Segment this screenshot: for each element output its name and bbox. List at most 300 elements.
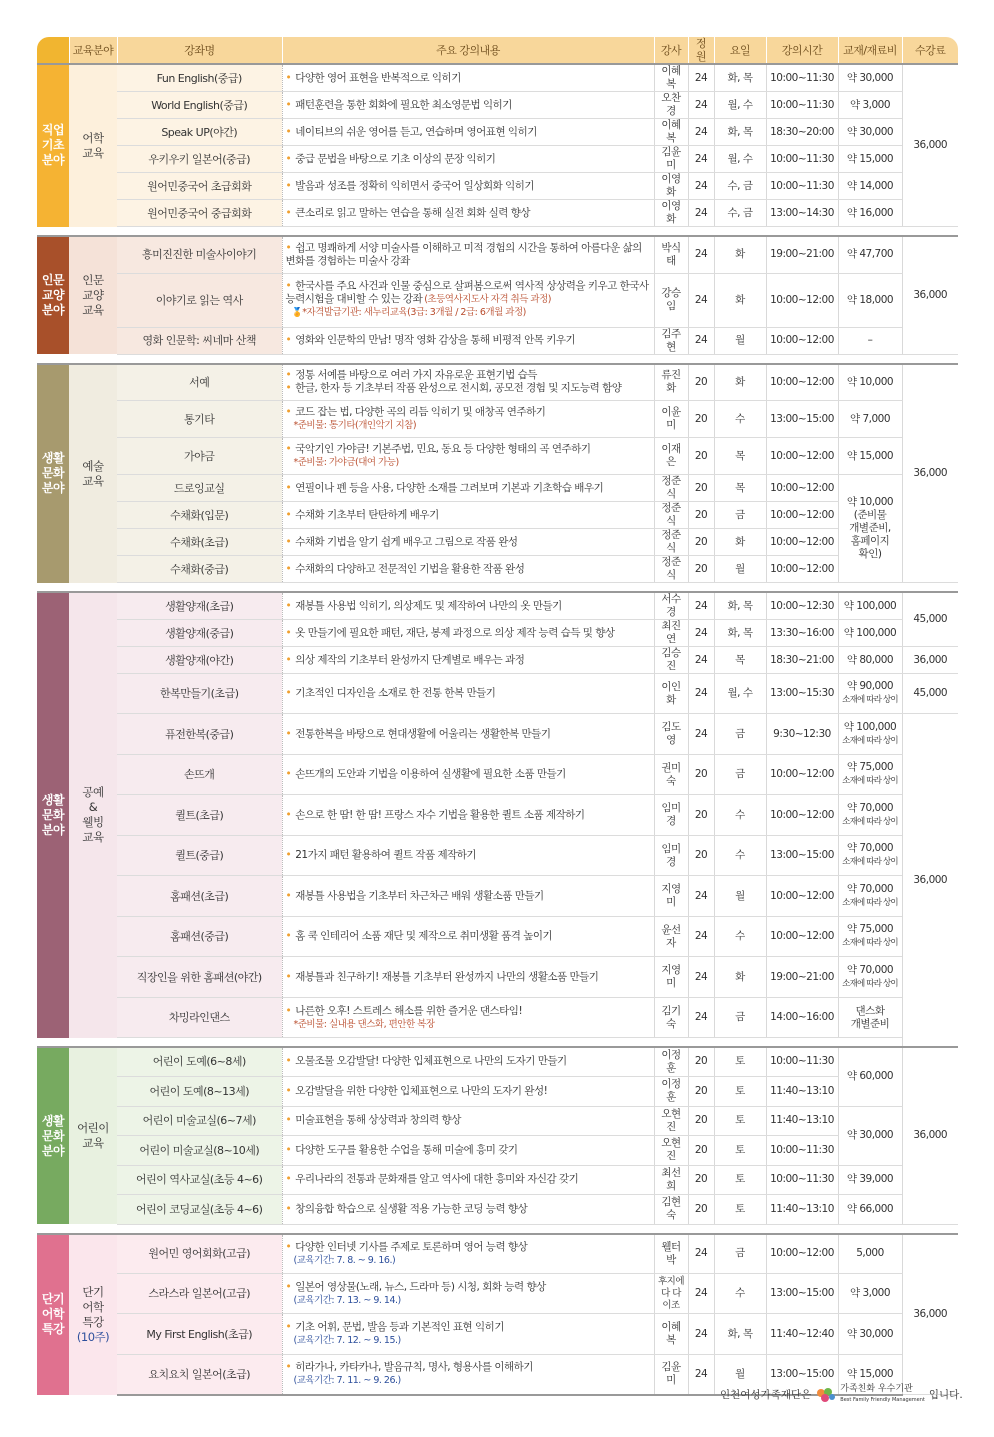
course-content (282, 1106, 654, 1135)
subcategory-label: 어학 교육 (82, 130, 104, 160)
bullet-icon: • (285, 369, 292, 382)
bullet-icon: • (285, 727, 292, 740)
logo-text: 가족친화 우수기관 (840, 1384, 913, 1394)
course-name: 어린이 코딩교실(초등 4~6) (117, 1194, 282, 1224)
day-cell: 화, 목 (714, 592, 766, 620)
family-friendly-logo (815, 1384, 925, 1405)
course-content (282, 1194, 654, 1224)
capacity-cell: 20 (688, 755, 714, 795)
footer (720, 1384, 963, 1405)
teacher-name: 김기숙 (661, 1004, 681, 1030)
fee-cell: 36,000 (902, 64, 958, 227)
table-row (37, 200, 958, 227)
header-time: 강의시간 (766, 37, 838, 64)
time-cell: 10:00~12:00 (766, 917, 838, 957)
time-cell: 13:00~15:00 (766, 1355, 838, 1395)
material-cell (838, 64, 902, 92)
table-row (37, 647, 958, 674)
course-content (282, 556, 654, 583)
bullet-icon: • (285, 98, 292, 111)
table-row (37, 438, 958, 475)
bullet-icon: • (285, 443, 292, 455)
content-text: 나른한 오후! 스트레스 해소를 위한 즐거운 댄스타임! (295, 1004, 523, 1017)
bullet-icon: • (285, 508, 292, 521)
bullet-icon: • (285, 1240, 292, 1253)
course-content (282, 755, 654, 795)
teacher-name: 이인화 (661, 680, 681, 706)
content-text: 패턴훈련을 통한 회화에 필요한 최소영문법 익히기 (295, 98, 512, 111)
course-name: 어린이 미술교실(6~7세) (117, 1106, 282, 1135)
teacher-cell (654, 1135, 688, 1165)
table-row (37, 795, 958, 836)
capacity-cell: 24 (688, 64, 714, 92)
course-name: 수채화(초급) (117, 529, 282, 556)
table-row (37, 529, 958, 556)
course-content (282, 1076, 654, 1106)
material-text: 약 14,000 (846, 179, 894, 192)
table-row (37, 998, 958, 1038)
bullet-icon: • (285, 768, 292, 780)
teacher-name: 윤선자 (661, 923, 681, 949)
capacity-cell: 24 (688, 92, 714, 119)
bullet-icon: • (285, 970, 292, 983)
content-text: 연필이나 펜 등을 사용, 다양한 소재를 그려보며 기본과 기초학습 배우기 (295, 481, 604, 494)
teacher-name: 이혜복 (661, 1321, 681, 1346)
content-text: 쉽고 명쾌하게 서양 미술사를 이해하고 미적 경험의 시간을 통하여 아름다운 삶의 변화를 경험하는 미술사 강좌 (285, 241, 642, 267)
course-content (282, 173, 654, 200)
content-text: 발음과 성조를 정확히 익히면서 중국어 일상회화 익히기 (295, 179, 535, 192)
subcategory-label: 단기 어학 특강 (82, 1284, 104, 1329)
teacher-cell (654, 438, 688, 475)
period-text: (교육기간: 7. 8. ~ 9. 16.) (293, 1254, 396, 1266)
header-day: 요일 (714, 37, 766, 64)
table-row (37, 273, 958, 327)
period-text: (교육기간: 7. 11. ~ 9. 26.) (293, 1375, 401, 1387)
course-content (282, 327, 654, 354)
day-cell: 수, 금 (714, 200, 766, 227)
content-text: 손으로 한 땀! 한 땀! 프랑스 자수 기법을 활용한 퀼트 소품 제작하기 (295, 808, 585, 821)
teacher-name: 김승진 (661, 647, 681, 672)
course-table (37, 37, 958, 1396)
course-name: 서예 (117, 364, 282, 401)
material-note: 소재에 따라 상이 (842, 816, 898, 827)
course-table-wrapper (37, 37, 958, 1396)
time-cell: 9:30~12:30 (766, 714, 838, 755)
capacity-cell: 24 (688, 1355, 714, 1395)
teacher-cell (654, 200, 688, 227)
content-text: 오감발달을 위한 다양한 입체표현으로 나만의 도자기 완성! (295, 1084, 548, 1097)
table-row (37, 502, 958, 529)
table-row (37, 173, 958, 200)
teacher-name: 오현진 (661, 1137, 681, 1162)
time-cell: 13:00~14:30 (766, 200, 838, 227)
material-text: 약 30,000 (846, 1327, 894, 1340)
material-cell (838, 475, 902, 583)
day-cell: 금 (714, 502, 766, 529)
course-content (282, 438, 654, 475)
subcategory-cell (69, 592, 117, 1038)
capacity-cell: 24 (688, 674, 714, 714)
material-text: 약 10,000 (846, 496, 894, 508)
course-content (282, 998, 654, 1038)
course-content (282, 592, 654, 620)
table-row (37, 674, 958, 714)
day-cell: 수 (714, 795, 766, 836)
category-label: 직업 기초 분야 (41, 123, 65, 168)
teacher-name: 정준식 (661, 529, 681, 554)
capacity-cell: 20 (688, 502, 714, 529)
teacher-cell (654, 592, 688, 620)
bullet-icon: • (285, 71, 292, 84)
table-row (37, 119, 958, 146)
capacity-cell: 20 (688, 1106, 714, 1135)
time-cell: 13:30~16:00 (766, 620, 838, 647)
day-cell: 토 (714, 1047, 766, 1076)
day-cell: 금 (714, 755, 766, 795)
fee-cell: 36,000 (902, 647, 958, 674)
teacher-cell (654, 475, 688, 502)
teacher-name: 이재은 (661, 443, 681, 468)
day-cell: 수, 금 (714, 173, 766, 200)
course-content (282, 1165, 654, 1194)
course-content (282, 200, 654, 227)
content-note: (초등역사지도사 자격 취득 과정) (424, 294, 551, 305)
table-row (37, 236, 958, 273)
course-name: 퓨전한복(중급) (117, 714, 282, 755)
material-cell: 약 39,000 (838, 1165, 902, 1194)
material-text: 약 10,000 (846, 375, 894, 388)
fee-cell: 36,000 (902, 1234, 958, 1395)
material-note: 소재에 따라 상이 (842, 776, 898, 786)
day-cell: 토 (714, 1135, 766, 1165)
content-text: 한글, 한자 등 기초부터 작품 완성으로 전시회, 공모전 경험 및 지도능력 함양 (295, 382, 622, 395)
time-cell: 10:00~12:00 (766, 502, 838, 529)
bullet-icon: • (285, 280, 292, 292)
teacher-cell (654, 92, 688, 119)
course-name: 퀼트(초급) (117, 795, 282, 836)
category-cell (37, 1047, 69, 1224)
teacher-cell (654, 1355, 688, 1395)
category-label: 생활 문화 분야 (41, 792, 65, 837)
content-text: 네이티브의 쉬운 영어를 듣고, 연습하며 영어표현 익히기 (295, 125, 537, 138)
time-cell: 19:00~21:00 (766, 957, 838, 998)
time-cell: 18:30~21:00 (766, 647, 838, 674)
table-header (37, 37, 958, 64)
teacher-cell (654, 1047, 688, 1076)
header-course: 강좌명 (117, 37, 282, 64)
table-row (37, 1314, 958, 1355)
time-cell: 10:00~12:00 (766, 438, 838, 475)
content-text: 히라가나, 카타카나, 발음규칙, 명사, 형용사를 이해하기 (295, 1361, 533, 1374)
bullet-icon: • (285, 599, 292, 612)
table-row (37, 957, 958, 998)
table-row (37, 556, 958, 583)
time-cell: 10:00~11:30 (766, 146, 838, 173)
content-text: 손뜨개의 도안과 기법을 이용하여 실생활에 필요한 소품 만들기 (295, 768, 566, 780)
material-text: – (867, 334, 873, 346)
table-row (37, 475, 958, 502)
teacher-cell (654, 1194, 688, 1224)
day-cell: 월, 수 (714, 92, 766, 119)
content-text: 홈 쿡 인테리어 소품 재단 및 제작으로 취미생활 품격 높이기 (295, 930, 553, 942)
content-text: 수채화의 다양하고 전문적인 기법을 활용한 작품 완성 (295, 562, 525, 575)
material-cell (838, 236, 902, 273)
teacher-cell (654, 1106, 688, 1135)
day-cell: 수 (714, 917, 766, 957)
course-name: 직장인을 위한 홈패션(야간) (117, 957, 282, 998)
course-name: Speak UP(야간) (117, 119, 282, 146)
bullet-icon: • (285, 849, 292, 861)
capacity-cell: 20 (688, 475, 714, 502)
material-text: 약 75,000 (846, 923, 894, 935)
table-row (37, 1076, 958, 1106)
material-cell (838, 755, 902, 795)
time-cell: 10:00~12:00 (766, 876, 838, 917)
content-text: 영화와 인문학의 만남! 명작 영화 감상을 통해 비평적 안목 키우기 (295, 334, 576, 346)
content-text: 오물조물 오감발달! 다양한 입체표현으로 나만의 도자기 만들기 (295, 1055, 567, 1068)
material-text: 약 70,000 (846, 801, 894, 814)
material-note: 소재에 따라 상이 (842, 938, 898, 948)
subcategory-label: 예술 교육 (82, 458, 104, 488)
teacher-name: 이윤미 (661, 406, 681, 431)
capacity-cell: 24 (688, 1274, 714, 1314)
material-cell (838, 1314, 902, 1355)
bullet-icon: • (285, 241, 292, 254)
day-cell: 수 (714, 1274, 766, 1314)
day-cell: 월, 수 (714, 146, 766, 173)
day-cell: 월, 수 (714, 674, 766, 714)
teacher-cell (654, 1274, 688, 1314)
course-name: 원어민 영어회화(고급) (117, 1234, 282, 1274)
content-text: 재봉틀 사용법 익히기, 의상제도 및 제작하여 나만의 옷 만들기 (295, 599, 562, 612)
course-name: Fun English(중급) (117, 64, 282, 92)
teacher-name: 후지에다 다이조 (657, 1275, 685, 1311)
category-cell (37, 1234, 69, 1395)
bullet-icon: • (285, 334, 292, 346)
material-cell (838, 173, 902, 200)
table-row (37, 146, 958, 173)
period-text: (교육기간: 7. 13. ~ 9. 14.) (293, 1294, 401, 1306)
content-text: 전통한복을 바탕으로 현대생활에 어울리는 생활한복 만들기 (295, 727, 551, 740)
fee-cell: 45,000 (902, 592, 958, 647)
time-cell: 13:00~15:30 (766, 674, 838, 714)
course-name: 이야기로 읽는 역사 (117, 273, 282, 327)
course-name: 생활양재(초급) (117, 592, 282, 620)
course-name: 요치요치 일본어(초급) (117, 1355, 282, 1395)
material-cell (838, 1234, 902, 1274)
material-cell (838, 92, 902, 119)
course-name: 드로잉교실 (117, 475, 282, 502)
category-cell (37, 364, 69, 583)
section-spacer (37, 583, 958, 593)
teacher-cell (654, 647, 688, 674)
bullet-icon: • (285, 406, 292, 418)
material-text: 약 70,000 (846, 842, 894, 854)
content-note: *준비물: 실내용 댄스화, 편안한 복장 (293, 1018, 435, 1030)
day-cell: 목 (714, 475, 766, 502)
time-cell: 10:00~11:30 (766, 64, 838, 92)
material-cell (838, 957, 902, 998)
teacher-name: 최선희 (661, 1166, 681, 1192)
medal-icon: 🏅 (291, 308, 303, 318)
bullet-icon: • (285, 152, 292, 165)
capacity-cell: 20 (688, 1076, 714, 1106)
course-content (282, 1047, 654, 1076)
teacher-cell (654, 236, 688, 273)
teacher-cell (654, 755, 688, 795)
day-cell: 토 (714, 1194, 766, 1224)
teacher-name: 이혜복 (661, 65, 681, 90)
capacity-cell: 20 (688, 1135, 714, 1165)
table-row (37, 1135, 958, 1165)
header-teacher: 강사 (654, 37, 688, 64)
material-text: 약 15,000 (846, 449, 894, 462)
content-text: 정통 서예를 바탕으로 여러 가지 자유로운 표현기법 습득 (295, 369, 537, 382)
content-text: 창의융합 학습으로 실생활 적용 가능한 코딩 능력 향상 (295, 1202, 528, 1215)
table-row (37, 1047, 958, 1076)
material-text: 개별준비, (849, 522, 891, 534)
material-cell (838, 146, 902, 173)
content-text: 큰소리로 읽고 말하는 연습을 통해 실전 회화 실력 향상 (295, 206, 531, 219)
material-cell (838, 674, 902, 714)
content-text: 중급 문법을 바탕으로 기초 이상의 문장 익히기 (295, 152, 496, 165)
course-name: 홈패션(초급) (117, 876, 282, 917)
material-cell (838, 795, 902, 836)
capacity-cell: 20 (688, 1165, 714, 1194)
bullet-icon: • (285, 1361, 292, 1374)
subcategory-cell (69, 364, 117, 583)
course-name: 우키우키 일본어(중급) (117, 146, 282, 173)
material-text: 홈페이지 (850, 535, 890, 547)
content-note: *자격발급기관: 새누리교육(3급: 3개월 / 2급: 6개월 과정) (302, 307, 526, 318)
footer-text-after: 입니다. (928, 1389, 963, 1401)
course-name: 원어민중국어 초급회화 (117, 173, 282, 200)
category-cell (37, 236, 69, 354)
section-spacer (37, 354, 958, 364)
table-row (37, 64, 958, 92)
bullet-icon: • (285, 562, 292, 575)
course-content (282, 795, 654, 836)
course-content (282, 876, 654, 917)
teacher-cell (654, 917, 688, 957)
table-row (37, 1106, 958, 1135)
teacher-name: 오현진 (661, 1107, 681, 1133)
table-body (37, 64, 958, 1395)
teacher-cell (654, 876, 688, 917)
table-row (37, 836, 958, 876)
teacher-cell (654, 146, 688, 173)
material-note: 소재에 따라 상이 (842, 695, 898, 705)
material-cell (838, 364, 902, 401)
capacity-cell: 20 (688, 529, 714, 556)
content-text: 우리나라의 전통과 문화재를 알고 역사에 대한 흥미와 자신감 갖기 (295, 1173, 579, 1185)
material-text: 약 80,000 (846, 653, 894, 666)
course-content (282, 146, 654, 173)
course-name: 한복만들기(초급) (117, 674, 282, 714)
content-text: 다양한 인터넷 기사를 주제로 토론하며 영어 능력 향상 (295, 1240, 528, 1253)
capacity-cell: 24 (688, 647, 714, 674)
day-cell: 목 (714, 647, 766, 674)
bullet-icon: • (285, 481, 292, 494)
bullet-icon: • (285, 1055, 292, 1068)
teacher-name: 임미경 (661, 842, 681, 868)
course-content (282, 273, 654, 327)
bullet-icon: • (285, 1084, 292, 1097)
course-name: My First English(초급) (117, 1314, 282, 1355)
period-text: (교육기간: 7. 12. ~ 9. 15.) (293, 1335, 401, 1346)
subcategory-cell (69, 1047, 117, 1224)
header-field: 교육분야 (69, 37, 117, 64)
material-cell (838, 917, 902, 957)
category-label: 생활 문화 분야 (41, 451, 65, 495)
capacity-cell: 20 (688, 364, 714, 401)
bullet-icon: • (285, 808, 292, 821)
material-cell: 약 66,000 (838, 1194, 902, 1224)
teacher-name: 권미숙 (661, 761, 681, 787)
table-row (37, 917, 958, 957)
material-note: 소재에 따라 상이 (842, 897, 898, 908)
bullet-icon: • (285, 179, 292, 192)
day-cell: 토 (714, 1165, 766, 1194)
bullet-icon: • (285, 889, 292, 902)
subcategory-label: 인문 교양 교육 (82, 273, 104, 317)
header-fee: 수강료 (902, 37, 958, 64)
material-text: 약 70,000 (846, 963, 894, 976)
category-label: 인문 교양 분야 (41, 273, 65, 317)
day-cell: 화 (714, 957, 766, 998)
bullet-icon: • (285, 687, 292, 699)
course-content (282, 1234, 654, 1274)
header-material: 교재/재료비 (838, 37, 902, 64)
time-cell: 19:00~21:00 (766, 236, 838, 273)
capacity-cell: 24 (688, 957, 714, 998)
material-text: 약 100,000 (843, 626, 897, 639)
material-text: 약 3,000 (849, 1287, 891, 1299)
table-row (37, 1165, 958, 1194)
day-cell: 화, 목 (714, 64, 766, 92)
time-cell: 10:00~12:00 (766, 1234, 838, 1274)
teacher-cell (654, 836, 688, 876)
table-row (37, 714, 958, 755)
fee-cell: 45,000 (902, 674, 958, 714)
capacity-cell: 20 (688, 1047, 714, 1076)
content-text: 코드 잡는 법, 다양한 곡의 리듬 익히기 및 애창곡 연주하기 (295, 406, 546, 418)
day-cell: 화, 목 (714, 620, 766, 647)
content-text: 국악기인 가야금! 기본주법, 민요, 동요 등 다양한 형태의 곡 연주하기 (295, 443, 591, 455)
bullet-icon: • (285, 653, 292, 666)
capacity-cell: 24 (688, 119, 714, 146)
course-name: 원어민중국어 중급회화 (117, 200, 282, 227)
header-capacity: 정원 (688, 37, 714, 64)
course-name: 생활양재(야간) (117, 647, 282, 674)
capacity-cell: 24 (688, 1234, 714, 1274)
teacher-name: 이정훈 (661, 1078, 681, 1103)
content-text: 한국사를 주요 사건과 인물 중심으로 살펴봄으로써 역사적 상상력을 키우고 한국사 능력시험을 대비할 수 있는 강좌 (285, 280, 649, 305)
material-text: 약 15,000 (846, 1367, 894, 1380)
time-cell: 10:00~11:30 (766, 1047, 838, 1076)
course-content (282, 92, 654, 119)
course-content (282, 647, 654, 674)
teacher-cell (654, 273, 688, 327)
fee-cell: 36,000 (902, 236, 958, 354)
teacher-name: 지영미 (661, 964, 681, 989)
content-text: 일본어 영상물(노래, 뉴스, 드라마 등) 시청, 회화 능력 향상 (295, 1280, 546, 1293)
course-name: 생활양재(중급) (117, 620, 282, 647)
course-content (282, 674, 654, 714)
capacity-cell: 24 (688, 173, 714, 200)
course-content (282, 529, 654, 556)
category-cell (37, 592, 69, 1038)
